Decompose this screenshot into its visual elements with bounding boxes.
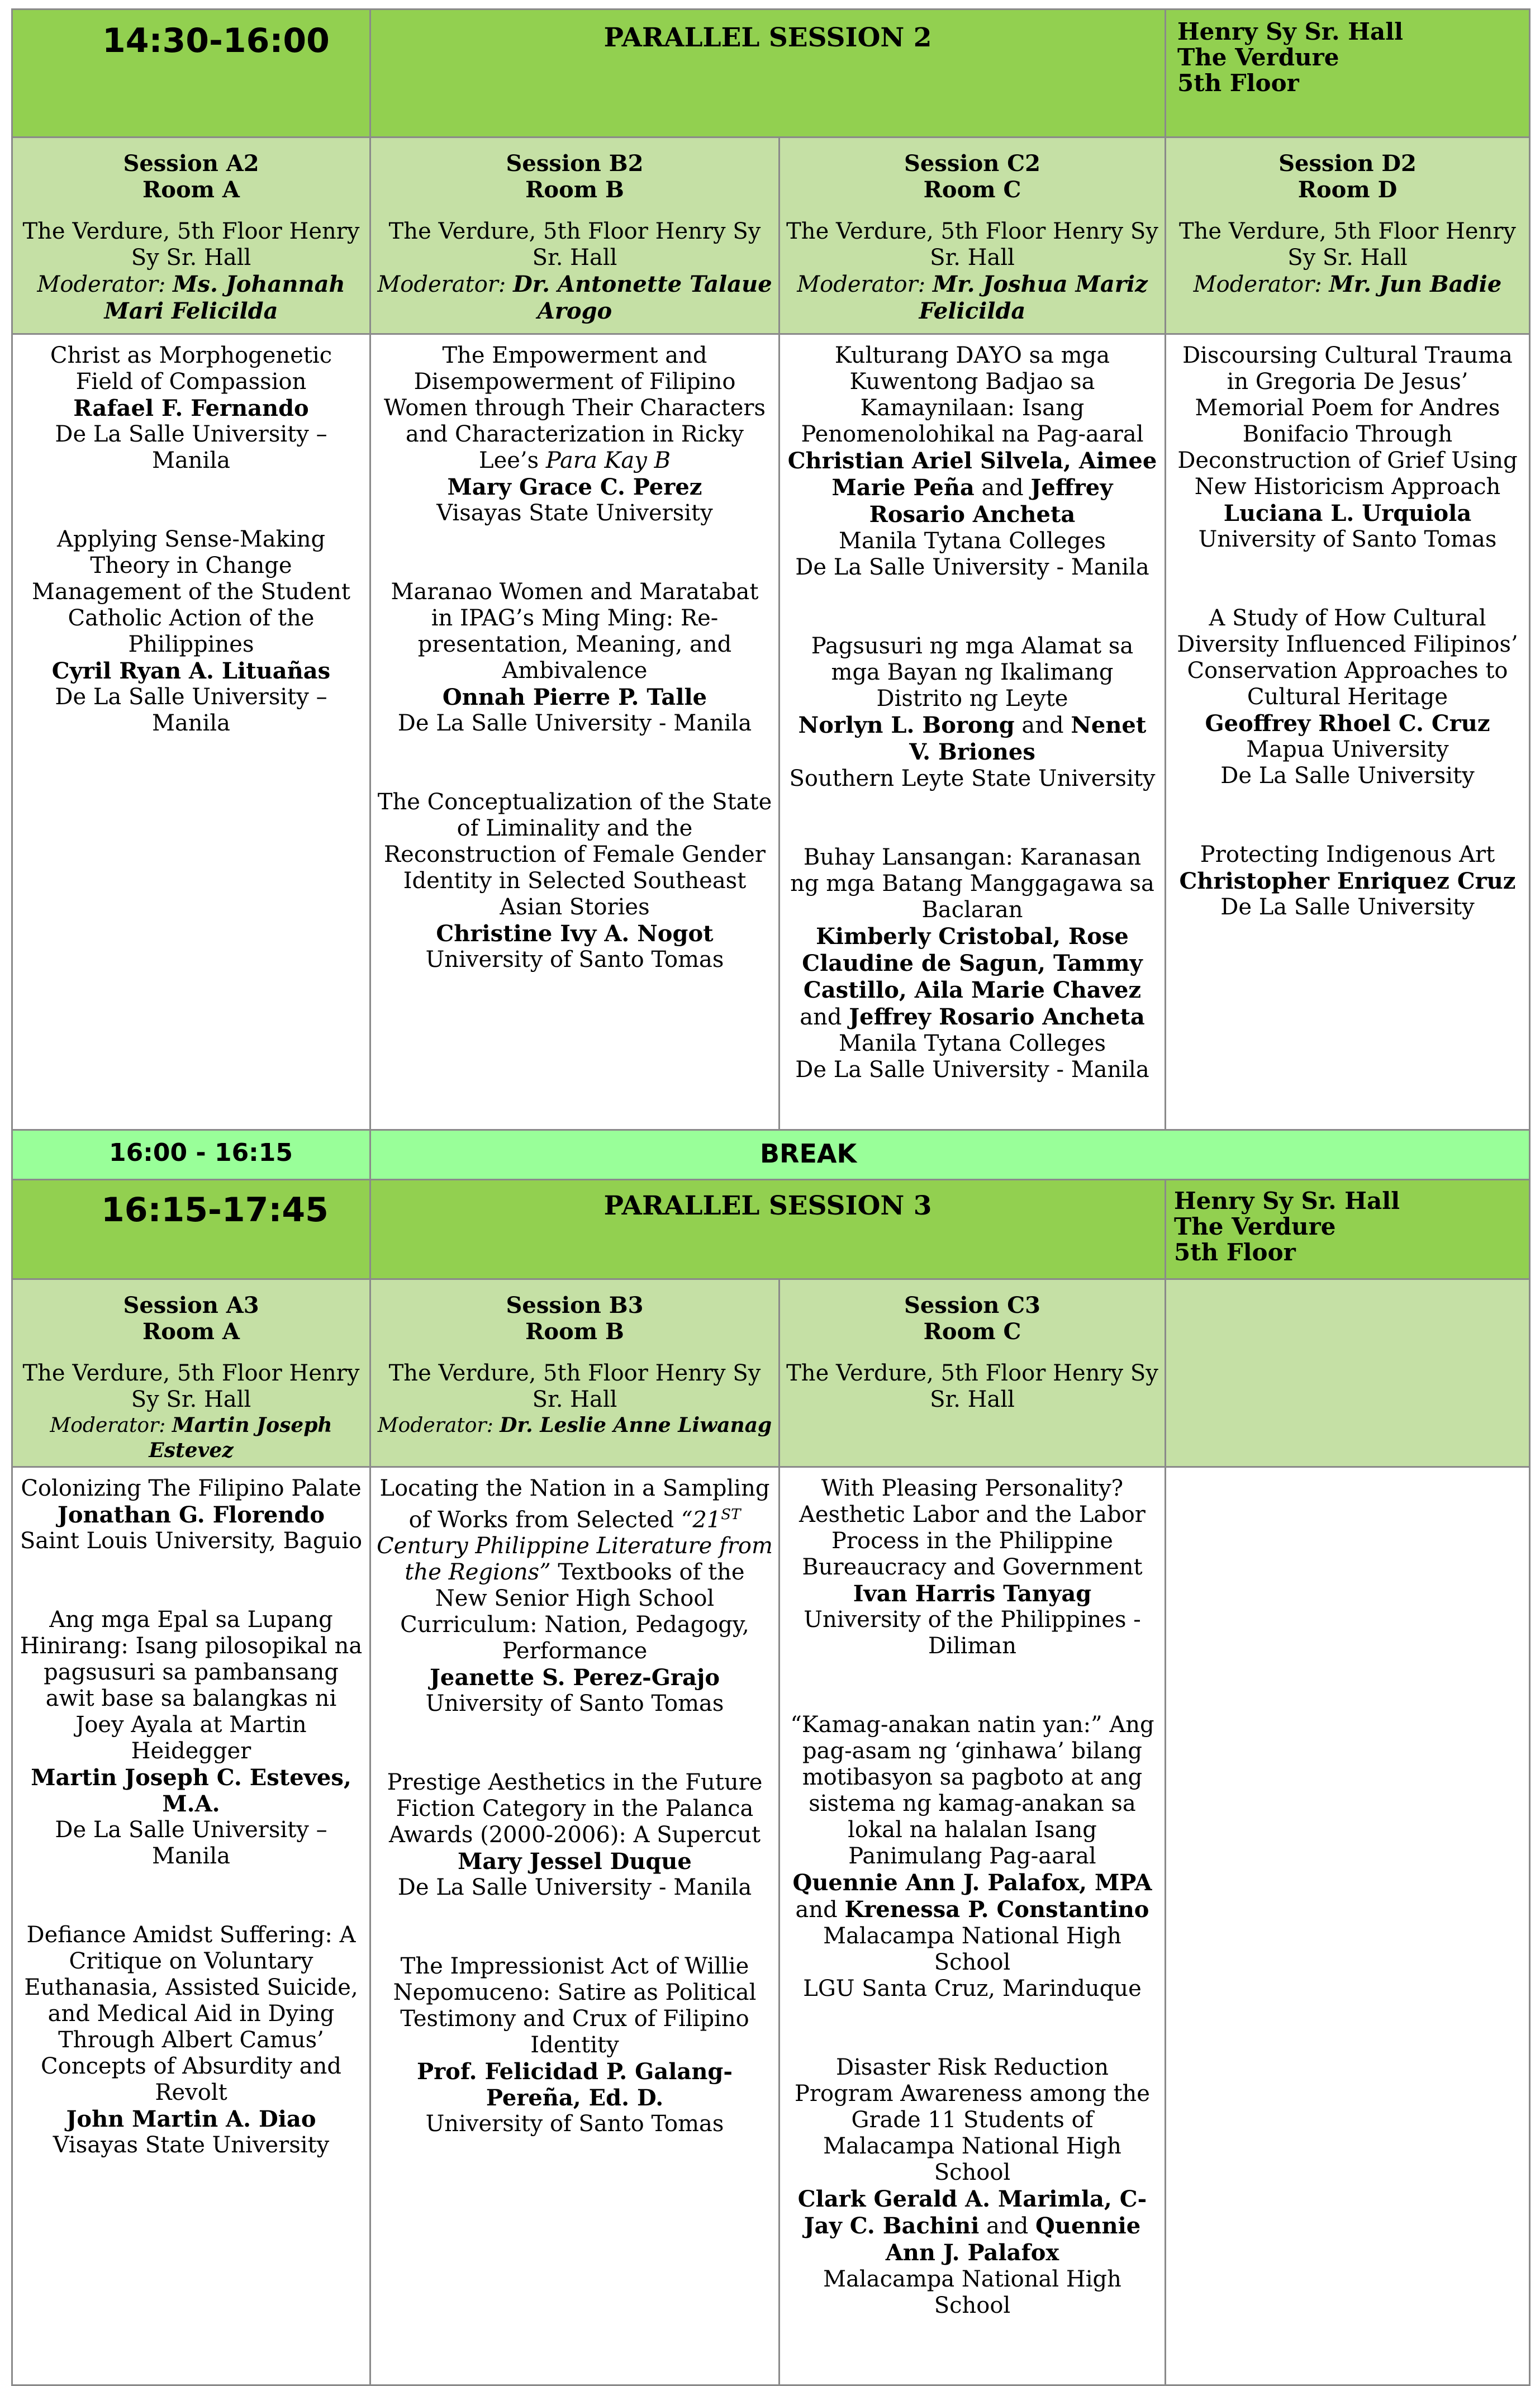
session3-time-cell xyxy=(11,1179,371,1280)
paper-b2-1: The Empowerment and Disempowerment of Filipino Women through Their Characters and Characterization in Ricky Lee’s Para Kay B Mary Grace C. Perez Visayas State University xyxy=(383,343,766,526)
break-time-cell xyxy=(11,1129,371,1180)
paper-d2-1: Discoursing Cultural Trauma in Gregoria De Jesus’ Memorial Poem for Andres Bonifacio Through Deconstruction of Grief Using New Historicism Approach Luciana L. Urquiola University of Santo Tomas xyxy=(1177,343,1518,552)
session3-title: PARALLEL SESSION 3 xyxy=(603,1190,932,1221)
break-label-cell xyxy=(369,1129,1531,1180)
paper-b3-1: Locating the Nation in a Sampling of Works from Selected “21ST Century Philippine Literature from the Regions” Textbooks of the New Senior High School Curriculum: Nation, Pedagogy, Performance Jeanette S. Perez-Grajo University of Santo Tomas xyxy=(377,1476,773,1717)
session-c2-header: Session C2 Room C The Verdure, 5th Floor Henry Sy Sr. Hall Moderator: Mr. Joshua Mariz Felicilda xyxy=(778,136,1166,335)
session-a2-header: Session A2 Room A The Verdure, 5th Floor Henry Sy Sr. Hall Moderator: Ms. Johannah Mari Felicilda xyxy=(11,136,371,335)
session-d3-papers-empty xyxy=(1164,1466,1531,2386)
paper-b2-3: The Conceptualization of the State of Liminality and the Reconstruction of Female Gender Identity in Selected Southeast Asian Stories Christine Ivy A. Nogot University of Santo Tomas xyxy=(377,789,772,973)
break-label: BREAK xyxy=(760,1139,857,1169)
paper-a3-1: Colonizing The Filipino Palate Jonathan G. Florendo Saint Louis University, Baguio xyxy=(20,1476,363,1554)
session2-time-cell xyxy=(11,8,371,138)
paper-b2-2: Maranao Women and Maratabat in IPAG’s Ming Ming: Re-presentation, Meaning, and Ambivalence Onnah Pierre P. Talle De La Salle University - Manila xyxy=(391,579,759,736)
paper-a2-2: Applying Sense-Making Theory in Change Management of the Student Catholic Action of the Philippines Cyril Ryan A. Lituañas De La Salle University – Manila xyxy=(31,526,351,736)
paper-b3-3: The Impressionist Act of Willie Nepomuceno: Satire as Political Testimony and Crux of Filipino Identity Prof. Felicidad P. Galang-Pereña, Ed. D. University of Santo Tomas xyxy=(393,1953,757,2137)
paper-a3-2: Ang mga Epal sa Lupang Hinirang: Isang pilosopikal na pagsusuri sa pambansang awit base sa balangkas ni Joey Ayala at Martin Heidegger Martin Joseph C. Esteves, M.A. De La Salle University – Manila xyxy=(20,1607,363,1869)
paper-c2-3: Buhay Lansangan: Karanasan ng mga Batang Manggagawa sa Baclaran Kimberly Cristobal, Rose Claudine de Sagun, Tammy Castillo, Aila Marie Chavez and Jeffrey Rosario Ancheta Manila Tytana Colleges De La Salle University - Manila xyxy=(790,845,1154,1083)
session-c3-papers xyxy=(778,1466,1166,2386)
session3-title-cell xyxy=(369,1179,1166,1280)
paper-c3-2: “Kamag-anakan natin yan:” Ang pag-asam ng ‘ginhawa’ bilang motibasyon sa pagboto at ang sistema ng kamag-anakan sa lokal na halalan Isang Panimulang Pag-aaral Quennie Ann J. Palafox, MPA and Krenessa P. Constantino Malacampa National High School LGU Santa Cruz, Marinduque xyxy=(790,1712,1154,2001)
session-d3-header-empty xyxy=(1164,1278,1531,1468)
session-b2-papers xyxy=(369,333,780,1131)
session2-venue-cell xyxy=(1164,8,1531,138)
session2-venue: Henry Sy Sr. Hall The Verdure 5th Floor xyxy=(1177,18,1404,97)
paper-b3-2: Prestige Aesthetics in the Future Fiction Category in the Palanca Awards (2000-2006): A Supercut Mary Jessel Duque De La Salle University - Manila xyxy=(387,1770,763,1901)
paper-c2-2: Pagsusuri ng mga Alamat sa mga Bayan ng Ikalimang Distrito ng Leyte Norlyn L. Borong and Nenet V. Briones Southern Leyte State University xyxy=(789,633,1156,791)
session-a3-papers xyxy=(11,1466,371,2386)
session2-time: 14:30-16:00 xyxy=(102,21,330,60)
session-b2-header: Session B2 Room B The Verdure, 5th Floor Henry Sy Sr. Hall Moderator: Dr. Antonette Talaue Arogo xyxy=(369,136,780,335)
session-c2-papers xyxy=(778,333,1166,1131)
session-a3-header: Session A3 Room A The Verdure, 5th Floor Henry Sy Sr. Hall Moderator: Martin Joseph Estevez xyxy=(11,1278,371,1468)
break-time: 16:00 - 16:15 xyxy=(109,1139,293,1167)
session-d2-papers xyxy=(1164,333,1531,1131)
paper-c3-1: With Pleasing Personality? Aesthetic Labor and the Labor Process in the Philippine Bureaucracy and Government Ivan Harris Tanyag University of the Philippines - Diliman xyxy=(799,1476,1146,1659)
session3-time: 16:15-17:45 xyxy=(101,1190,329,1230)
session2-title-cell xyxy=(369,8,1166,138)
paper-a2-1: Christ as Morphogenetic Field of Compassion Rafael F. Fernando De La Salle University – Manila xyxy=(50,343,332,473)
paper-d2-3: Protecting Indigenous Art Christopher Enriquez Cruz De La Salle University xyxy=(1179,842,1516,920)
session3-venue: Henry Sy Sr. Hall The Verdure 5th Floor xyxy=(1174,1187,1400,1266)
paper-a3-3: Defiance Amidst Suffering: A Critique on Voluntary Euthanasia, Assisted Suicide, and Medical Aid in Dying Through Albert Camus’ Concepts of Absurdity and Revolt John Martin A. Diao Visayas State University xyxy=(24,1922,358,2158)
session-a2-papers xyxy=(11,333,371,1131)
session-d2-header: Session D2 Room D The Verdure, 5th Floor Henry Sy Sr. Hall Moderator: Mr. Jun Badie xyxy=(1164,136,1531,335)
session-b3-papers xyxy=(369,1466,780,2386)
paper-c3-3: Disaster Risk Reduction Program Awareness among the Grade 11 Students of Malacampa National High School Clark Gerald A. Marimla, C-Jay C. Bachini and Quennie Ann J. Palafox Malacampa National High School xyxy=(795,2055,1150,2318)
session2-title: PARALLEL SESSION 2 xyxy=(603,22,932,53)
session3-venue-cell xyxy=(1164,1179,1531,1280)
session-b3-header: Session B3 Room B The Verdure, 5th Floor Henry Sy Sr. Hall Moderator: Dr. Leslie Anne Liwanag xyxy=(369,1278,780,1468)
paper-c2-1: Kulturang DAYO sa mga Kuwentong Badjao sa Kamaynilaan: Isang Penomenolohikal na Pag-aaral Christian Ariel Silvela, Aimee Marie Peña and Jeffrey Rosario Ancheta Manila Tytana Colleges De La Salle University - Manila xyxy=(787,343,1157,580)
paper-d2-2: A Study of How Cultural Diversity Influenced Filipinos’ Conservation Approaches to Cultural Heritage Geoffrey Rhoel C. Cruz Mapua University De La Salle University xyxy=(1177,605,1518,789)
session-c3-header: Session C3 Room C The Verdure, 5th Floor Henry Sy Sr. Hall xyxy=(778,1278,1166,1468)
